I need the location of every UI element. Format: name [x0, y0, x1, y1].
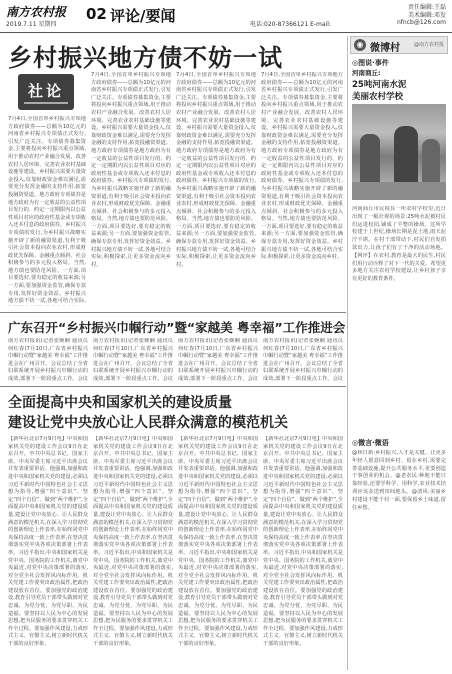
- photo-figure: [360, 134, 380, 184]
- sidebar-body: 河南商丘市民权县一所农村学校里,近日出现了一幅壮观的场景:25吨水泥被村民们运进校园,铺成了平整的操场。这所学校建于上世纪,操场长期是泥土地,雨天泥泞不堪。在村干部带动下,村民们自发捐款出力,让孩子们有了干净的活动场地。【网评】在农村,教育是最大的民生,村民们用行动诠释了对下一代的关爱。希望更多地方关注农村学校建设,让乡村孩子享有更好的教育条件。: [352, 206, 446, 283]
- contact-info: 电话:020-87366121 E-mail:: [250, 21, 331, 28]
- weibo-header: [350, 36, 448, 54]
- editorial-col-1: 7月4日,全国首单乡村振兴专项地方政府债券——总额为10亿元的河南省乡村振兴专项债正式发行,引发广泛关注。专项债券募集资金,主要将投向乡村振兴重点领域,用于推动农村产业融合发展、改善农村人居环境、完善农业农村基础设施等建设。乡村振兴需要大量资金投入,仅靠财政资金难以满足,需要充分发挥金融的支持作用,拓宽投融资渠道。地方政府专项债券是地方政府为有一定收益的公益性项目发行的、约定一定期限内以公益性项目对应的政府性基金或专项收入还本付息的政府债券。乡村振兴专项债的发行,为乡村振兴战略实施开辟了新的融资渠道,有利于吸引社会资本投向农业农村,形成财政优先保障、金融重点倾斜、社会积极参与的多元投入格局。当然,地方债也要防范风险。一方面,项目要选好,要有稳定的收益来源;另一方面,要加强资金监管,确保专款专用,发挥好资金效益。乡村振兴地方债不妨一试,各地可结合实际,: [8, 116, 86, 305]
- photo-title-line2: 美丽农村学校: [352, 92, 404, 102]
- story3-col-1: 【新华社北京7月9日电】中央和国家机关党的建设工作会议9日在北京召开。中共中央总书记、国家主席、中央军委主席习近平出席会议并发表重要讲话。他强调,加强和改进中央和国家机关党的建设,必须以习近平新时代中国特色社会主义思想为指导,增强“四个意识”、坚定“四个自信”、做到“两个维护”,全面提高中央和国家机关党的建设质量,建设让党中央放心、让人民群众满意的模范机关,在深入学习贯彻党的创新理论上作表率,在始终同党中央保持高度一致上作表率,在坚决贯彻落实党中央各项决策部署上作表率。习近平指出,中央和国家机关是党中央、国务院的工作机关,离党中央最近,对党中央决策部署的落实,对全党全社会发挥风向标作用。机关党建工作要突出政治属性,把政治建设放在首位。要加强党的政治建设,教育引导党员干部带头做到对党忠诚、为党分忧、为党尽职、为民造福。要坚持以人民为中心的发展思想,把为民服务的要求贯穿机关工作全过程。要加强作风建设,力戒形式主义、官僚主义,树立新时代机关干部的良好形象。: [8, 436, 88, 648]
- page-number: 02: [86, 5, 107, 23]
- story2-headline: 广东召开“乡村振兴巾帼行动”暨“家越美 粤幸福”工作推进会: [8, 320, 346, 335]
- photo-figure: [422, 139, 440, 185]
- weibo-sidebar: [350, 36, 448, 670]
- editor-credits: [408, 4, 446, 20]
- photo-source: 河南商丘:: [352, 69, 381, 77]
- designer-name: 美术编辑:邓发: [407, 12, 446, 19]
- story3-headline-line1: 全面提高中央和国家机关的建设质量: [8, 395, 232, 411]
- photo-title-line1: 25吨河南水泥: [352, 80, 407, 90]
- contact-email: nfncb@126.com: [397, 19, 446, 26]
- divider: [0, 386, 346, 387]
- editorial-badge: [18, 74, 74, 110]
- sidebar-divider: [347, 36, 348, 670]
- weibo-account: @南方农村报: [413, 42, 444, 48]
- photo-figure: [394, 126, 418, 186]
- editorial-headline: 乡村振兴地方债不妨一试: [8, 44, 283, 72]
- sidebar-body-2: @林日新:乡村振兴,人才是关键。让更多年轻人愿意回到乡村、留在乡村,需要完善基础设施,提升公共服务水平,更要创造干事创业的机会。@老农民:种地不能只靠经验,还要学科学、用科学,农业技术培训应该多送到田间地头。@清风:美丽乡村建设不能千村一面,要保留乡土味道,留住乡愁。: [352, 450, 446, 511]
- story2-col-1: 南方农村报讯(记者张婉娴 通讯员何红春)7月10日,广东省乡村振兴巾帼行动暨“家越美 粤幸福”工作推进会在广州召开。会议总结了全省妇联系统开展乡村振兴巾帼行动的成效,部署下一阶段重点工作。会议: [8, 338, 88, 382]
- section-title: 评论/要闻: [110, 7, 176, 25]
- editor-name: 责任编辑:王磊: [407, 4, 446, 11]
- sidebar-subhead: ◎微言·微语: [352, 439, 389, 447]
- photo-ground: [352, 182, 446, 200]
- masthead: [0, 0, 452, 33]
- photo-tag: ◎图说·事件: [352, 59, 389, 67]
- editorial-col-4: 7月4日,全国首单乡村振兴专项地方政府债券——总额为10亿元的河南省乡村振兴专项债正式发行,引发广泛关注。专项债券募集资金,主要将投向乡村振兴重点领域,用于推动农村产业融合发展、改善农村人居环境、完善农业农村基础设施等建设。乡村振兴需要大量资金投入,仅靠财政资金难以满足,需要充分发挥金融的支持作用,拓宽投融资渠道。地方政府专项债券是地方政府为有一定收益的公益性项目发行的、约定一定期限内以公益性项目对应的政府性基金或专项收入还本付息的政府债券。乡村振兴专项债的发行,为乡村振兴战略实施开辟了新的融资渠道,有利于吸引社会资本投向农业农村,形成财政优先保障、金融重点倾斜、社会积极参与的多元投入格局。当然,地方债也要防范风险。一方面,项目要选好,要有稳定的收益来源;另一方面,要加强资金监管,确保专款专用,发挥好资金效益。乡村振兴地方债不妨一试,各地可结合实际,积极探索,让更多资金流向乡村。: [261, 72, 343, 261]
- editorial-col-3: 7月4日,全国首单乡村振兴专项地方政府债券——总额为10亿元的河南省乡村振兴专项债正式发行,引发广泛关注。专项债券募集资金,主要将投向乡村振兴重点领域,用于推动农村产业融合发展、改善农村人居环境、完善农业农村基础设施等建设。乡村振兴需要大量资金投入,仅靠财政资金难以满足,需要充分发挥金融的支持作用,拓宽投融资渠道。地方政府专项债券是地方政府为有一定收益的公益性项目发行的、约定一定期限内以公益性项目对应的政府性基金或专项收入还本付息的政府债券。乡村振兴专项债的发行,为乡村振兴战略实施开辟了新的融资渠道,有利于吸引社会资本投向农业农村,形成财政优先保障、金融重点倾斜、社会积极参与的多元投入格局。当然,地方债也要防范风险。一方面,项目要选好,要有稳定的收益来源;另一方面,要加强资金监管,确保专款专用,发挥好资金效益。乡村振兴地方债不妨一试,各地可结合实际,积极探索,让更多资金流向乡村。: [176, 72, 256, 268]
- story3-headline-line2: 建设让党中央放心让人民群众满意的模范机关: [8, 415, 288, 431]
- story3-col-2: 【新华社北京7月9日电】中央和国家机关党的建设工作会议9日在北京召开。中共中央总书记、国家主席、中央军委主席习近平出席会议并发表重要讲话。他强调,加强和改进中央和国家机关党的建设,必须以习近平新时代中国特色社会主义思想为指导,增强“四个意识”、坚定“四个自信”、做到“两个维护”,全面提高中央和国家机关党的建设质量,建设让党中央放心、让人民群众满意的模范机关,在深入学习贯彻党的创新理论上作表率,在始终同党中央保持高度一致上作表率,在坚决贯彻落实党中央各项决策部署上作表率。习近平指出,中央和国家机关是党中央、国务院的工作机关,离党中央最近,对党中央决策部署的落实,对全党全社会发挥风向标作用。机关党建工作要突出政治属性,把政治建设放在首位。要加强党的政治建设,教育引导党员干部带头做到对党忠诚、为党分忧、为党尽职、为民造福。要坚持以人民为中心的发展思想,把为民服务的要求贯穿机关工作全过程。要加强作风建设,力戒形式主义、官僚主义,树立新时代机关干部的良好形象。: [93, 436, 173, 648]
- newspaper-logo: 南方农村报: [6, 5, 67, 19]
- story2-col-3: 南方农村报讯(记者张婉娴 通讯员何红春)7月10日,广东省乡村振兴巾帼行动暨“家越美 粤幸福”工作推进会在广州召开。会议总结了全省妇联系统开展乡村振兴巾帼行动的成效,部署下一阶段重点工作。会议: [178, 338, 258, 382]
- editorial-badge-label: 社论: [27, 82, 64, 100]
- issue-date: 2019.7.11 星期四: [6, 21, 57, 28]
- news-photo: [352, 104, 446, 200]
- divider: [0, 312, 346, 313]
- weibo-title: 微博村: [370, 43, 400, 54]
- weibo-icon: ◉: [354, 39, 366, 51]
- badge-underline: [24, 102, 68, 104]
- story2-col-2: 南方农村报讯(记者张婉娴 通讯员何红春)7月10日,广东省乡村振兴巾帼行动暨“家越美 粤幸福”工作推进会在广州召开。会议总结了全省妇联系统开展乡村振兴巾帼行动的成效,部署下一阶段重点工作。会议: [93, 338, 173, 382]
- editorial-col-2: 7月4日,全国首单乡村振兴专项地方政府债券——总额为10亿元的河南省乡村振兴专项债正式发行,引发广泛关注。专项债券募集资金,主要将投向乡村振兴重点领域,用于推动农村产业融合发展、改善农村人居环境、完善农业农村基础设施等建设。乡村振兴需要大量资金投入,仅靠财政资金难以满足,需要充分发挥金融的支持作用,拓宽投融资渠道。地方政府专项债券是地方政府为有一定收益的公益性项目发行的、约定一定期限内以公益性项目对应的政府性基金或专项收入还本付息的政府债券。乡村振兴专项债的发行,为乡村振兴战略实施开辟了新的融资渠道,有利于吸引社会资本投向农业农村,形成财政优先保障、金融重点倾斜、社会积极参与的多元投入格局。当然,地方债也要防范风险。一方面,项目要选好,要有稳定的收益来源;另一方面,要加强资金监管,确保专款专用,发挥好资金效益。乡村振兴地方债不妨一试,各地可结合实际,积极探索,让更多资金流向乡村。: [91, 72, 171, 268]
- story3-col-3: 【新华社北京7月9日电】中央和国家机关党的建设工作会议9日在北京召开。中共中央总书记、国家主席、中央军委主席习近平出席会议并发表重要讲话。他强调,加强和改进中央和国家机关党的建设,必须以习近平新时代中国特色社会主义思想为指导,增强“四个意识”、坚定“四个自信”、做到“两个维护”,全面提高中央和国家机关党的建设质量,建设让党中央放心、让人民群众满意的模范机关,在深入学习贯彻党的创新理论上作表率,在始终同党中央保持高度一致上作表率,在坚决贯彻落实党中央各项决策部署上作表率。习近平指出,中央和国家机关是党中央、国务院的工作机关,离党中央最近,对党中央决策部署的落实,对全党全社会发挥风向标作用。机关党建工作要突出政治属性,把政治建设放在首位。要加强党的政治建设,教育引导党员干部带头做到对党忠诚、为党分忧、为党尽职、为民造福。要坚持以人民为中心的发展思想,把为民服务的要求贯穿机关工作全过程。要加强作风建设,力戒形式主义、官僚主义,树立新时代机关干部的良好形象。: [178, 436, 258, 648]
- story2-col-4: 南方农村报讯(记者张婉娴 通讯员何红春)7月10日,广东省乡村振兴巾帼行动暨“家越美 粤幸福”工作推进会在广州召开。会议总结了全省妇联系统开展乡村振兴巾帼行动的成效,部署下一阶段重点工作。会议: [263, 338, 343, 382]
- story3-col-4: 【新华社北京7月9日电】中央和国家机关党的建设工作会议9日在北京召开。中共中央总书记、国家主席、中央军委主席习近平出席会议并发表重要讲话。他强调,加强和改进中央和国家机关党的建设,必须以习近平新时代中国特色社会主义思想为指导,增强“四个意识”、坚定“四个自信”、做到“两个维护”,全面提高中央和国家机关党的建设质量,建设让党中央放心、让人民群众满意的模范机关,在深入学习贯彻党的创新理论上作表率,在始终同党中央保持高度一致上作表率,在坚决贯彻落实党中央各项决策部署上作表率。习近平指出,中央和国家机关是党中央、国务院的工作机关,离党中央最近,对党中央决策部署的落实,对全党全社会发挥风向标作用。机关党建工作要突出政治属性,把政治建设放在首位。要加强党的政治建设,教育引导党员干部带头做到对党忠诚、为党分忧、为党尽职、为民造福。要坚持以人民为中心的发展思想,把为民服务的要求贯穿机关工作全过程。要加强作风建设,力戒形式主义、官僚主义,树立新时代机关干部的良好形象。: [263, 436, 343, 648]
